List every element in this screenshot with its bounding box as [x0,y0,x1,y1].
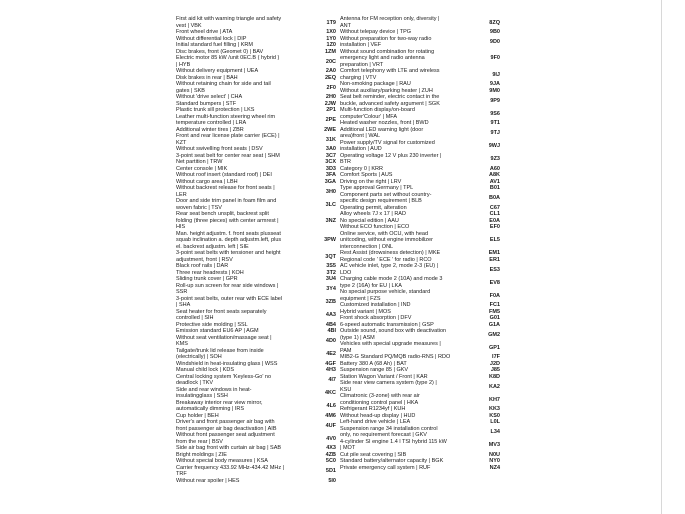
description-line: folding (three pieces) with center armrest | [176,217,279,224]
description-line: Component parts set without country- [340,191,432,198]
description-line: Disc brakes, front (Geomet 0) | BAV [176,48,264,55]
description-line: Refrigerant R1234yf | KUH [340,406,406,412]
description-line: No special edition | AAU [340,217,399,224]
option-code: G1A [488,321,500,328]
equipment-row [176,198,336,211]
description-line: Black roof rails | DAR [176,263,229,269]
description-line: Without 'drive select' | CHA [176,94,243,100]
description-line: Man. height adjustm. f. front seats plusseat [176,230,281,237]
description-line: Without preparation for two-way radio [340,35,432,42]
option-code: 8ZQ [489,19,500,26]
description-line: SSR [176,289,188,295]
equipment-row [176,231,336,251]
option-code: ES3 [489,266,500,273]
description-line: KSU [340,386,352,393]
equipment-row [340,380,500,393]
description-line: controlled | SIH [176,315,214,321]
equipment-row [176,114,336,127]
option-code: 4A3 [325,311,336,318]
description-line: Customized installation | IND [340,302,411,308]
description-line: automatically dimming | IRS [176,406,245,412]
description-line: Front and rear license plate carrier (ECE) | [176,133,280,139]
description-line: Breakaway interior rear view mirror, [176,399,263,406]
option-code: 3D3 [325,165,336,172]
description-line: Climatronic (3-zone) with rear air [340,393,420,399]
description-line: Side air bag front with curtain air bag | SAB [176,445,282,451]
equipment-row [176,185,336,198]
description-line: from the rear | BSV [176,438,223,445]
option-code: 2P1 [326,107,336,113]
description-line: 3-point seat belt for center rear seat | SHM [176,152,280,159]
description-line: Additional LED warning light (door [340,126,424,133]
option-code: 3C7 [325,152,336,159]
description-line: Without ECO function | ECO [340,224,410,230]
equipment-row [340,276,500,289]
equipment-row [176,478,336,485]
equipment-row [340,16,500,29]
option-code: 5D1 [325,467,336,474]
description-line: equipment | FZS [340,295,381,302]
description-line: Without head-up display | HUD [340,412,416,419]
option-code: 9TJ [490,129,500,136]
option-code: EL5 [489,237,500,243]
option-code: 2EQ [324,74,336,81]
description-line: squab inclination a. depth adjustm.left, plus [176,237,282,243]
description-line: 4-cylinder SI engine 1.4 l TSI hybrid 115 kW [340,438,447,445]
option-code: 1T9 [326,19,336,26]
option-code: 4ZB [325,451,336,458]
option-code: 4M6 [325,412,336,419]
option-code: G01 [489,315,500,321]
option-code: K8D [488,373,500,380]
option-code: 9Z3 [490,155,500,162]
description-line: Emission standard EU6 AP | AGM [176,328,259,334]
option-code: 2JW [324,100,336,107]
description-line: Suspension range 34 installation control [340,425,438,432]
option-code: F0A [489,292,500,299]
description-line: Online service, with OCU, with head [340,230,429,237]
equipment-row [176,335,336,348]
option-code: N0U [488,451,500,458]
equipment-row [176,55,336,68]
description-line: KZT [176,139,187,146]
description-line: Protective side molding | SSL [176,321,248,328]
option-code: 4L6 [326,402,336,409]
description-line: Without cargo area | LBH [176,178,238,185]
description-line: Initial standard fuel filling | KRM [176,42,253,48]
equipment-row [340,107,500,120]
option-code: 9IJ [492,71,500,78]
description-line: Seat heater for front seats separately [176,308,267,315]
description-line: Without auxiliary/parking heater | ZUH [340,87,433,94]
option-code: 4GF [325,360,336,367]
description-line: AC vehicle inlet, type 2, mode 2-3 (EU) | [340,263,439,269]
description-line: Without swivelling front seats | DSV [176,146,263,152]
description-line: buckle, advanced safety argument | SGK [340,100,440,107]
option-code: 9T1 [490,120,500,126]
option-code: KS0 [489,412,500,419]
description-line: 3-point seat belts with tensioner and height [176,250,281,256]
option-code: 4KC [324,389,336,396]
description-line: Rear seat bench unsplit, backrest split [176,211,269,217]
option-code: J2D [489,360,500,367]
description-line: Antenna for FM reception only, diversity | [340,16,440,22]
description-line: only, no requirement forecast | GKV [340,432,427,438]
option-code: ER1 [489,256,500,263]
option-code: 9D0 [489,38,500,45]
description-line: front passenger air bag deactivation | AIB [176,425,277,432]
equipment-list-left-column [176,16,336,484]
description-line: Operating voltage 12 V plus 230 inverter | [340,152,442,159]
description-line: KMS [176,341,188,347]
description-line: specific design requirement | BLB [340,198,422,204]
description-line: Standard battery/alternator capacity | BGK [340,458,444,464]
option-code: C67 [489,204,500,211]
description-line: (type 1) | ASM [340,334,375,341]
option-code: 3FA [325,172,336,178]
equipment-row [340,127,500,140]
description-line: Manual child lock | KDS [176,367,234,373]
description-line: TRF [176,471,187,477]
option-code: 3NZ [325,217,336,224]
description-line: preparation | VRT [340,61,384,68]
option-code: L34 [490,428,500,435]
description-line: conditioning control panel | HKA [340,399,419,406]
description-line: LER [176,191,187,198]
description-line: Private emergency call system | RUF [340,464,431,471]
description-line: PAM [340,347,352,354]
description-line: Rest Assist (drowsiness detection) | MKE [340,250,441,256]
equipment-row [176,81,336,94]
option-code: FM5 [489,308,500,315]
description-line: emergency light and radio antenna [340,55,425,61]
option-code: KA2 [488,383,500,390]
option-code: 4I7 [328,376,336,383]
description-line: Driver's and front passenger air bag with [176,419,275,425]
description-line: Windshield in heat-insulating glass | WSS [176,360,278,367]
description-line: Without sound combination for rotating [340,48,435,55]
equipment-row [340,192,500,205]
description-line: 3-point seat belts, outer rear with ECE label [176,295,283,302]
description-line: Station Wagon Variant / Front | KAR [340,373,428,380]
description-line: Additional winter tires | ZBR [176,126,244,133]
description-line: interconnection | ONL [340,243,394,250]
description-line: Electric motor 85 kW /unit 0EC.B ( hybrid ) [176,55,280,61]
description-line: BTR [340,159,351,165]
option-code: GP1 [488,344,500,351]
option-code: 3U4 [325,276,336,282]
equipment-row [176,309,336,322]
description-line: Regional code ' ECE ' for radio | RCO [340,256,432,263]
description-line: | HYB [176,61,191,68]
description-line: Hybrid variant | MOS [340,308,391,315]
option-code: E0A [489,217,500,224]
option-code: 4X3 [326,445,336,451]
option-code: A8K [488,172,500,178]
description-line: Seat belt reminder, electric contact in the [340,94,440,100]
option-code: A60 [489,165,500,172]
description-line: Driving on the right | LRV [340,178,402,185]
equipment-row [340,36,500,49]
option-code: KK3 [488,406,500,412]
option-code: KH7 [488,396,500,403]
equipment-row [340,393,500,406]
description-line: Disk brakes in rear | BAH [176,74,238,81]
option-code: 9S6 [490,110,500,117]
description-line: Central locking system 'Keyless-Go' no [176,373,272,380]
equipment-row [176,400,336,413]
equipment-row [340,68,500,81]
option-code: I7F [492,354,500,360]
description-line: woven fabric | TSV [176,204,222,211]
description-line: Without rear spoiler | HES [176,477,240,484]
option-code: 1X0 [326,29,336,35]
option-code: J85 [490,367,500,373]
option-code: 20C [325,58,336,65]
option-code: NY0 [489,458,500,464]
description-line: Without telepay device | TPG [340,29,412,35]
option-code: MV3 [488,441,500,448]
description-line: type 2 (16A) for EU | LKA [340,282,402,289]
option-code: 2PE [325,116,336,123]
option-code: 9M0 [489,87,500,94]
description-line: Bright moldings | ZIE [176,451,227,458]
equipment-row [340,439,500,452]
page-edge-divider [661,0,662,514]
option-code: 9B0 [489,29,500,35]
description-line: Center console | MIK [176,165,228,172]
description-line: Side and rear windows in heat- [176,386,252,393]
option-code: AV1 [489,178,500,185]
description-line: Without seat ventilation/massage seat | [176,334,272,341]
equipment-row [340,94,500,107]
description-line: adjustment, front | RSV [176,256,233,263]
description-line: Roll-up sun screen for rear side windows | [176,282,279,289]
option-code: 1Z0 [326,42,336,48]
equipment-row [176,211,336,231]
equipment-row [340,328,500,341]
option-code: 5C0 [325,458,336,464]
option-code: 31K [325,136,336,143]
option-code: 4UF [325,422,336,429]
description-line: Category 0 | KRR [340,165,384,172]
description-line: Type approval Germany | TPL [340,185,414,191]
description-line: Battery 380 A (68 Ah) | BAT [340,360,407,367]
equipment-row [176,432,336,445]
equipment-row [176,283,336,296]
description-line: Without front passenger seat adjustment [176,432,275,438]
option-code: EF0 [489,224,500,230]
description-line: insulatingglass | SSH [176,393,228,399]
description-line: el. backrest adjustm. left | SIE [176,243,249,250]
option-code: 3H0 [325,188,336,195]
description-line: Net partition | TRW [176,159,223,165]
equipment-list-right-column [340,16,500,471]
option-code: 3GA [324,178,336,185]
description-line: Suspension range 85 | GKV [340,367,409,373]
option-code: 2H0 [325,94,336,100]
equipment-row [340,49,500,69]
option-code: 3T2 [326,269,336,276]
option-code: 3Y4 [326,285,336,292]
description-line: LDO [340,269,352,276]
description-line: Operating permit, alteration [340,204,407,211]
description-line: 6-speed automatic transmission | GSP [340,321,434,328]
description-line: computer'Colour' | MFA [340,113,398,120]
equipment-row [176,250,336,263]
option-code: B01 [489,185,500,191]
option-code: 3PW [324,237,336,243]
description-line: Front wheel drive | ATA [176,29,233,35]
option-code: 9WJ [488,142,500,149]
option-code: EM1 [488,250,500,256]
option-code: 4BI [327,328,336,334]
description-line: HIS [176,224,186,230]
description-line: Without backrest release for front seats | [176,185,275,191]
option-code: B0A [488,194,500,201]
equipment-row [176,348,336,361]
option-code: 3QT [325,253,336,260]
description-line: Carrier frequency 433.92 MHz-434.42 MHz | [176,464,285,471]
equipment-row [176,296,336,309]
description-line: Heated washer nozzles, front | BWD [340,120,429,126]
description-line: Comfort Sports | AUS [340,172,393,178]
description-line: Charging cable mode 2 (10A) and mode 3 [340,276,443,282]
description-line: charging | VTV [340,74,377,81]
description-line: deadlock | TKV [176,380,214,386]
description-line: Plastic trunk sill protection | LKS [176,107,255,113]
equipment-row [340,289,500,302]
equipment-row [176,387,336,400]
equipment-row [176,374,336,387]
description-line: Door and side trim panel in foam film and [176,198,277,204]
description-line: Non-smoking package | RAU [340,81,411,87]
description-line: Tailgate/trunk lid release from inside [176,347,264,354]
description-line: installation | AUD [340,146,382,152]
option-code: FC1 [489,302,500,308]
description-line: | MOT [340,445,356,451]
option-code: 5I0 [328,477,336,484]
description-line: No special purpose vehicle, standard [340,289,431,295]
option-code: 9F0 [490,55,500,61]
option-code: 4B4 [325,321,336,328]
description-line: Multi-function display/on-board [340,107,415,113]
option-code: 3A0 [325,146,336,152]
description-line: Leather multi-function steering wheel rim [176,113,276,120]
equipment-row [340,263,500,276]
description-line: MIB2-G Standard PQ/MQB radio-RNS | RDO [340,354,451,360]
description-line: Left-hand drive vehicle | LEA [340,419,411,425]
description-line: gates | SKB [176,87,205,94]
option-code: 1ZM [325,48,336,55]
option-code: 4D0 [325,337,336,344]
description-line: (electrically) | SOH [176,354,222,360]
description-line: Without roof insert (standard roof) | DEI [176,172,272,178]
option-code: CL1 [489,211,500,217]
equipment-row [176,465,336,478]
equipment-row [176,419,336,432]
description-line: Comfort telephony with LTE and wireless [340,68,440,74]
description-line: First aid kit with warning triangle and safety [176,16,282,22]
option-code: 2F0 [326,84,336,91]
description-line: area)front | WAL [340,133,381,139]
description-line: | SHA [176,302,191,308]
description-line: Power supply/TV signal for customized [340,139,435,146]
option-code: 4V0 [326,435,336,442]
description-line: Vehicles with special upgrade measures | [340,341,441,347]
equipment-row [340,341,500,354]
description-line: Cut pile seat covering | SIB [340,451,407,458]
option-code: 3LC [325,201,336,208]
equipment-row [340,426,500,439]
description-line: Without differential lock | DIP [176,35,247,42]
description-line: Sliding trunk cover | GPR [176,276,238,282]
description-line: vest | VBK [176,22,202,29]
option-code: 2A0 [325,68,336,74]
equipment-row [340,140,500,153]
option-code: GM2 [488,331,500,338]
equipment-row [176,133,336,146]
description-line: Cup holder | BEH [176,412,219,419]
option-code: 4H3 [325,367,336,373]
description-line: Without special body measures | KSA [176,458,268,464]
description-line: Standard bumpers | STF [176,100,237,107]
description-line: installation | VEF [340,42,382,48]
option-code: 3S5 [326,263,336,269]
description-line: Alloy wheels 7J x 17 | RAD [340,211,406,217]
description-line: Without retaining chain for side and tail [176,81,271,87]
option-code: 2WE [324,126,336,133]
option-code: L0L [490,419,500,425]
description-line: Front shock absorption | DFV [340,315,412,321]
equipment-row [340,465,500,472]
option-code: NZ4 [489,464,500,471]
option-code: 3CX [325,159,336,165]
option-code: 4E2 [326,350,336,357]
option-code: 9JA [489,81,500,87]
description-line: temperature controlled | LRA [176,120,247,126]
description-line: Three rear headrests | KOH [176,269,244,276]
description-line: unitcoding, without engine immobilizer [340,237,433,243]
equipment-row [176,16,336,29]
equipment-row [340,231,500,251]
option-code: 9P9 [490,97,500,104]
option-code: EV8 [489,279,500,286]
description-line: Side rear view camera system (type 2) | [340,380,437,386]
description-line: ANT [340,22,351,29]
description-line: Outside sound, sound box with deactivation [340,328,447,334]
equipment-row [340,153,500,166]
option-code: 3ZB [325,298,336,305]
option-code: 1Y0 [326,35,336,42]
description-line: Without delivery equipment | UEA [176,68,259,74]
